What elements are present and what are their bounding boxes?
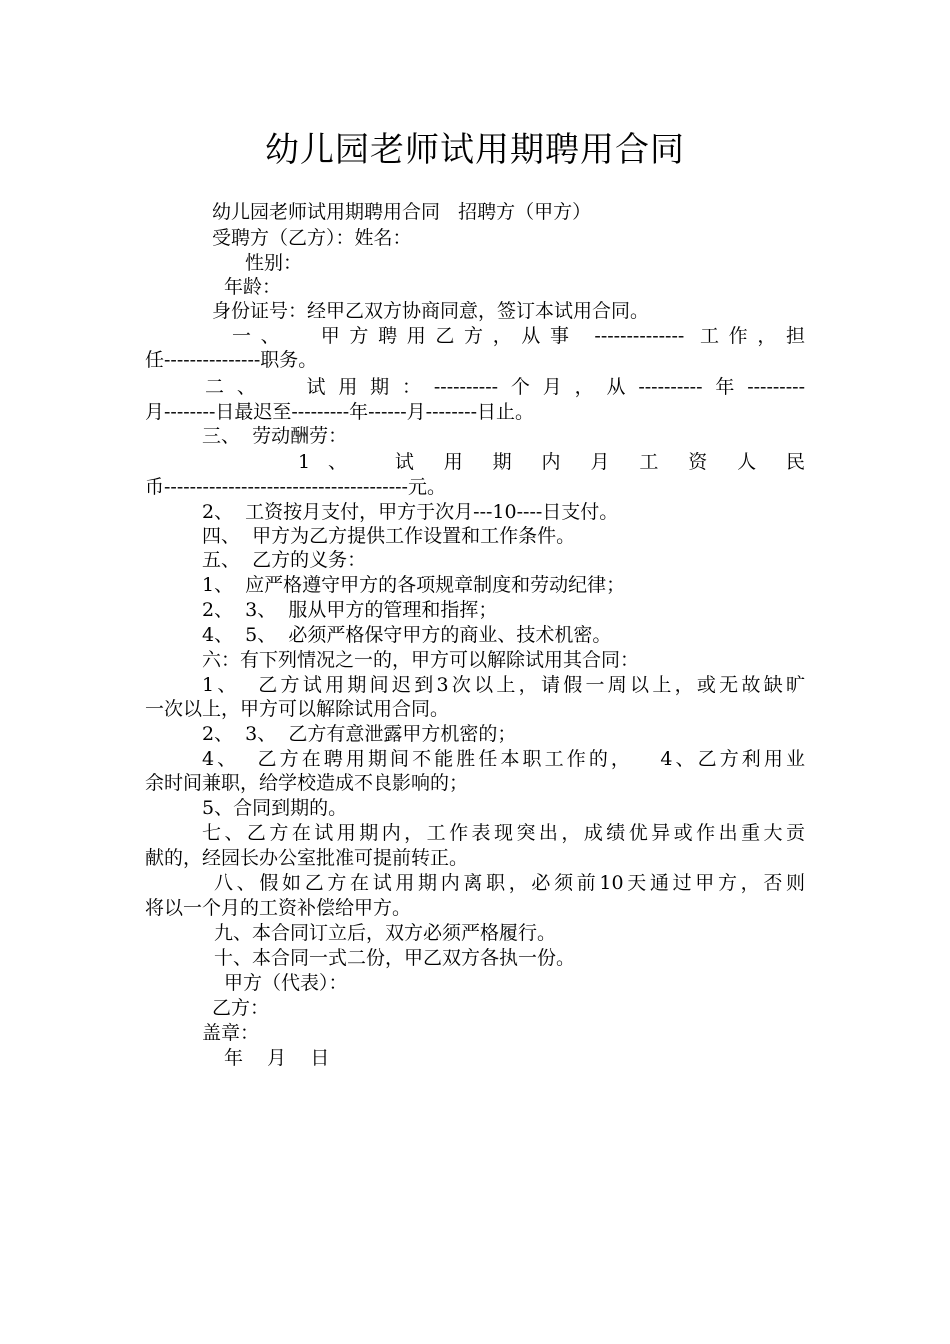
text-line: 四、 甲方为乙方提供工作设置和工作条件。 [202, 525, 576, 547]
text-line: 十、本合同一式二份，甲乙双方各执一份。 [214, 947, 576, 969]
text-line: 一次以上，甲方可以解除试用合同。 [145, 698, 450, 720]
text-line: 1 、 试 用 期 内 月 工 资 人 民 [298, 451, 805, 473]
text-line: 年龄： [224, 276, 282, 298]
text-line: 2、 3、 乙方有意泄露甲方机密的； [202, 723, 517, 745]
text-line: 九、本合同订立后，双方必须严格履行。 [214, 922, 557, 944]
text-line: 一、 甲方聘用乙方，从事 -------------- 工作，担 [232, 325, 805, 347]
document-title: 幼儿园老师试用期聘用合同 [265, 130, 685, 170]
text-line: 2、 3、 服从甲方的管理和指挥； [202, 599, 498, 621]
text-line: 献的，经园长办公室批准可提前转正。 [145, 847, 469, 869]
date-line: 年 月 日 [224, 1047, 330, 1069]
text-line: 币--------------------------------------元。 [145, 476, 446, 498]
text-line: 二、 试用期：----------个月，从----------年--------- [205, 376, 805, 398]
text-line: 月--------日最迟至---------年------月--------日止。 [145, 401, 535, 423]
text-line: 性别： [245, 252, 303, 274]
signature-party-a: 甲方（代表）： [224, 972, 348, 994]
signature-party-b: 乙方： [212, 997, 270, 1019]
text-line: 4、 5、 必须严格保守甲方的商业、技术机密。 [202, 624, 612, 646]
text-line: 将以一个月的工资补偿给甲方。 [145, 897, 412, 919]
text-line: 七、乙方在试用期内，工作表现突出，成绩优异或作出重大贡 [202, 822, 805, 844]
text-line: 八、假如乙方在试用期内离职，必须前10天通过甲方，否则 [214, 872, 805, 894]
text-line: 1、 应严格遵守甲方的各项规章制度和劳动纪律； [202, 574, 626, 596]
text-line: 三、 劳动酬劳： [202, 425, 348, 447]
text-line: 2、 工资按月支付，甲方于次月---10----日支付。 [202, 501, 619, 523]
seal-label: 盖章： [202, 1022, 260, 1044]
text-line: 幼儿园老师试用期聘用合同 招聘方（甲方） [212, 201, 592, 223]
text-line: 1、 乙方试用期间迟到3次以上，请假一周以上，或无故缺旷 [202, 674, 805, 696]
text-line: 五、 乙方的义务： [202, 549, 367, 571]
text-line: 受聘方（乙方）：姓名： [212, 227, 412, 249]
text-line: 余时间兼职，给学校造成不良影响的； [145, 772, 469, 794]
text-line: 身份证号：经甲乙双方协商同意，签订本试用合同。 [212, 300, 650, 322]
text-line: 任---------------职务。 [145, 349, 318, 371]
text-line: 六：有下列情况之一的，甲方可以解除试用其合同： [202, 649, 640, 671]
text-line: 4、 乙方在聘用期间不能胜任本职工作的， 4、乙方利用业 [202, 748, 805, 770]
text-line: 5、合同到期的。 [202, 797, 348, 819]
